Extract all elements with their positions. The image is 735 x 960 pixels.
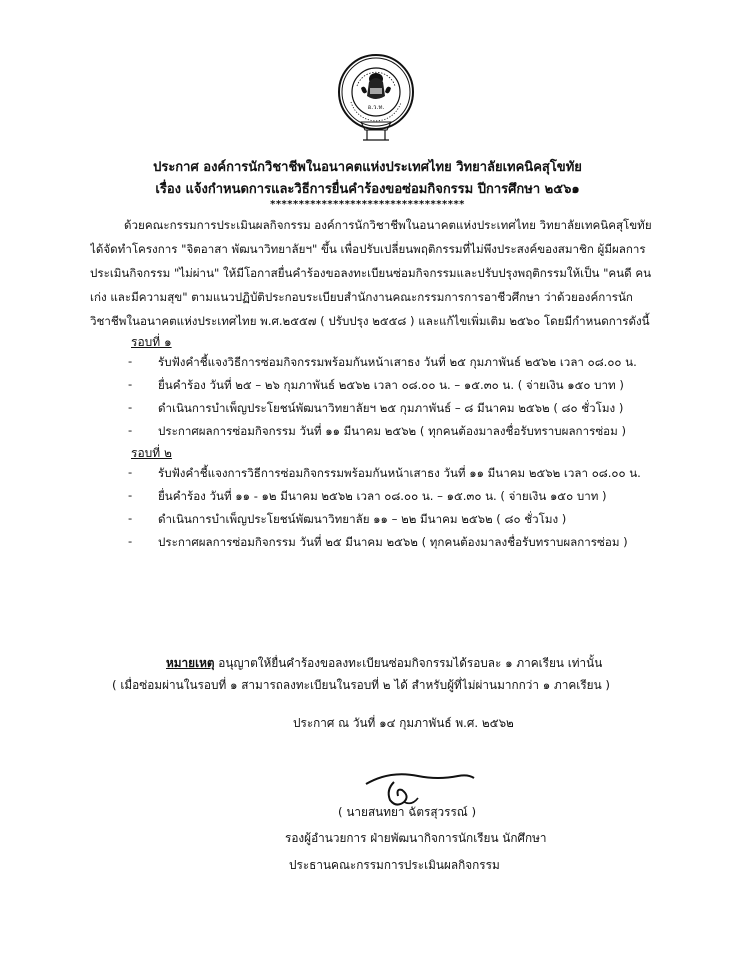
round-1-item bbox=[128, 354, 688, 372]
organization-seal-icon bbox=[337, 52, 415, 146]
svg-text:อ.ว.ท.: อ.ว.ท. bbox=[367, 104, 385, 111]
round-2-item bbox=[128, 488, 688, 506]
round-2-heading: รอบที่ ๒ bbox=[131, 446, 172, 460]
intro-line: ประเมินกิจกรรม "ไม่ผ่าน" ให้มีโอกาสยื่นคำร้องขอลงทะเบียนซ่อมกิจกรรมและปรับปรุงพฤติกรรมให้เป็น "คนดี คน bbox=[90, 266, 652, 280]
round-item-text: ดำเนินการบำเพ็ญประโยชน์พัฒนาวิทยาลัย ๑๑ – ๒๒ มีนาคม ๒๕๖๒ ( ๘๐ ชั่วโมง ) bbox=[158, 512, 567, 526]
round-1-heading: รอบที่ ๑ bbox=[131, 335, 172, 349]
round-item-text: ยื่นคำร้อง วันที่ ๒๕ – ๒๖ กุมภาพันธ์ ๒๕๖๒ เวลา ๐๘.๐๐ น. – ๑๕.๓๐ น. ( จ่ายเงิน ๑๕๐ บาท ) bbox=[158, 378, 624, 392]
bullet-mark: - bbox=[128, 465, 133, 479]
announcement-subject: เรื่อง แจ้งกำหนดการและวิธีการยื่นคำร้องขอซ่อมกิจกรรม ปีการศึกษา ๒๕๖๑ bbox=[155, 182, 580, 197]
bullet-mark: - bbox=[128, 534, 133, 548]
bullet-mark: - bbox=[128, 354, 133, 368]
round-1-item bbox=[128, 423, 688, 441]
note-label: หมายเหตุ bbox=[166, 656, 215, 670]
signer-name: ( นายสนทยา ฉัตรสุวรรณ์ ) bbox=[338, 805, 477, 819]
round-2-item bbox=[128, 465, 688, 483]
bullet-mark: - bbox=[128, 423, 133, 437]
signer-role: ประธานคณะกรรมการประเมินผลกิจกรรม bbox=[289, 858, 500, 872]
round-item-text: ดำเนินการบำเพ็ญประโยชน์พัฒนาวิทยาลัยฯ ๒๕ กุมภาพันธ์ – ๘ มีนาคม ๒๕๖๒ ( ๘๐ ชั่วโมง ) bbox=[158, 401, 624, 415]
round-item-text: รับฟังคำชี้แจงการวิธีการซ่อมกิจกรรมพร้อมกันหน้าเสาธง วันที่ ๑๑ มีนาคม ๒๕๖๒ เวลา ๐๘.๐๐ น. bbox=[158, 466, 641, 480]
intro-line: เก่ง และมีความสุข" ตามแนวปฏิบัติประกอบระเบียบสำนักงานคณะกรรมการการอาชีวศึกษา ว่าด้วยองค์การนัก bbox=[90, 290, 633, 304]
intro-line: ได้จัดทำโครงการ "จิตอาสา พัฒนาวิทยาลัยฯ" ขึ้น เพื่อปรับเปลี่ยนพฤติกรรมที่ไม่พึงประสงค์ของสมาชิก ผู้มีผลการ bbox=[90, 242, 646, 256]
bullet-mark: - bbox=[128, 488, 133, 502]
announcement-title: ประกาศ องค์การนักวิชาชีพในอนาคตแห่งประเทศไทย วิทยาลัยเทคนิคสุโขทัย bbox=[153, 160, 582, 175]
note-detail: ( เมื่อซ่อมผ่านในรอบที่ ๑ สามารถลงทะเบียนในรอบที่ ๒ ได้ สำหรับผู้ที่ไม่ผ่านมากกว่า ๑ ภาคเรียน ) bbox=[112, 678, 610, 692]
intro-line: ด้วยคณะกรรมการประเมินผลกิจกรรม องค์การนักวิชาชีพในอนาคตแห่งประเทศไทย วิทยาลัยเทคนิคสุโขทัย bbox=[124, 218, 652, 232]
round-1-item bbox=[128, 377, 688, 395]
bullet-mark: - bbox=[128, 511, 133, 525]
signer-position: รองผู้อำนวยการ ฝ่ายพัฒนากิจการนักเรียน นักศึกษา bbox=[285, 831, 547, 845]
note-line bbox=[166, 654, 602, 673]
round-2-item bbox=[128, 511, 688, 529]
round-1-item bbox=[128, 400, 688, 418]
bullet-mark: - bbox=[128, 400, 133, 414]
note-text: อนุญาตให้ยื่นคำร้องขอลงทะเบียนซ่อมกิจกรรมได้รอบละ ๑ ภาคเรียน เท่านั้น bbox=[214, 656, 603, 670]
announce-date: ประกาศ ณ วันที่ ๑๔ กุมภาพันธ์ พ.ศ. ๒๕๖๒ bbox=[293, 716, 514, 730]
round-2-item bbox=[128, 534, 688, 552]
intro-line: วิชาชีพในอนาคตแห่งประเทศไทย พ.ศ.๒๕๕๗ ( ปรับปรุง ๒๕๕๘ ) และแก้ไขเพิ่มเติม ๒๕๖๐ โดยมีกำหนดการดังนี้ bbox=[90, 314, 650, 328]
round-item-text: ประกาศผลการซ่อมกิจกรรม วันที่ ๑๑ มีนาคม ๒๕๖๒ ( ทุกคนต้องมาลงชื่อรับทราบผลการซ่อม ) bbox=[158, 424, 626, 438]
round-item-text: ประกาศผลการซ่อมกิจกรรม วันที่ ๒๕ มีนาคม ๒๕๖๒ ( ทุกคนต้องมาลงชื่อรับทราบผลการซ่อม ) bbox=[158, 535, 628, 549]
round-item-text: รับฟังคำชี้แจงวิธีการซ่อมกิจกรรมพร้อมกันหน้าเสาธง วันที่ ๒๕ กุมภาพันธ์ ๒๕๖๒ เวลา ๐๘.๐๐ น. bbox=[158, 355, 637, 369]
bullet-mark: - bbox=[128, 377, 133, 391]
title-separator: ********************************** bbox=[270, 199, 465, 210]
round-item-text: ยื่นคำร้อง วันที่ ๑๑ - ๑๒ มีนาคม ๒๕๖๒ เวลา ๐๘.๐๐ น. – ๑๕.๓๐ น. ( จ่ายเงิน ๑๕๐ บาท ) bbox=[158, 489, 607, 503]
intro-paragraph bbox=[90, 213, 670, 333]
